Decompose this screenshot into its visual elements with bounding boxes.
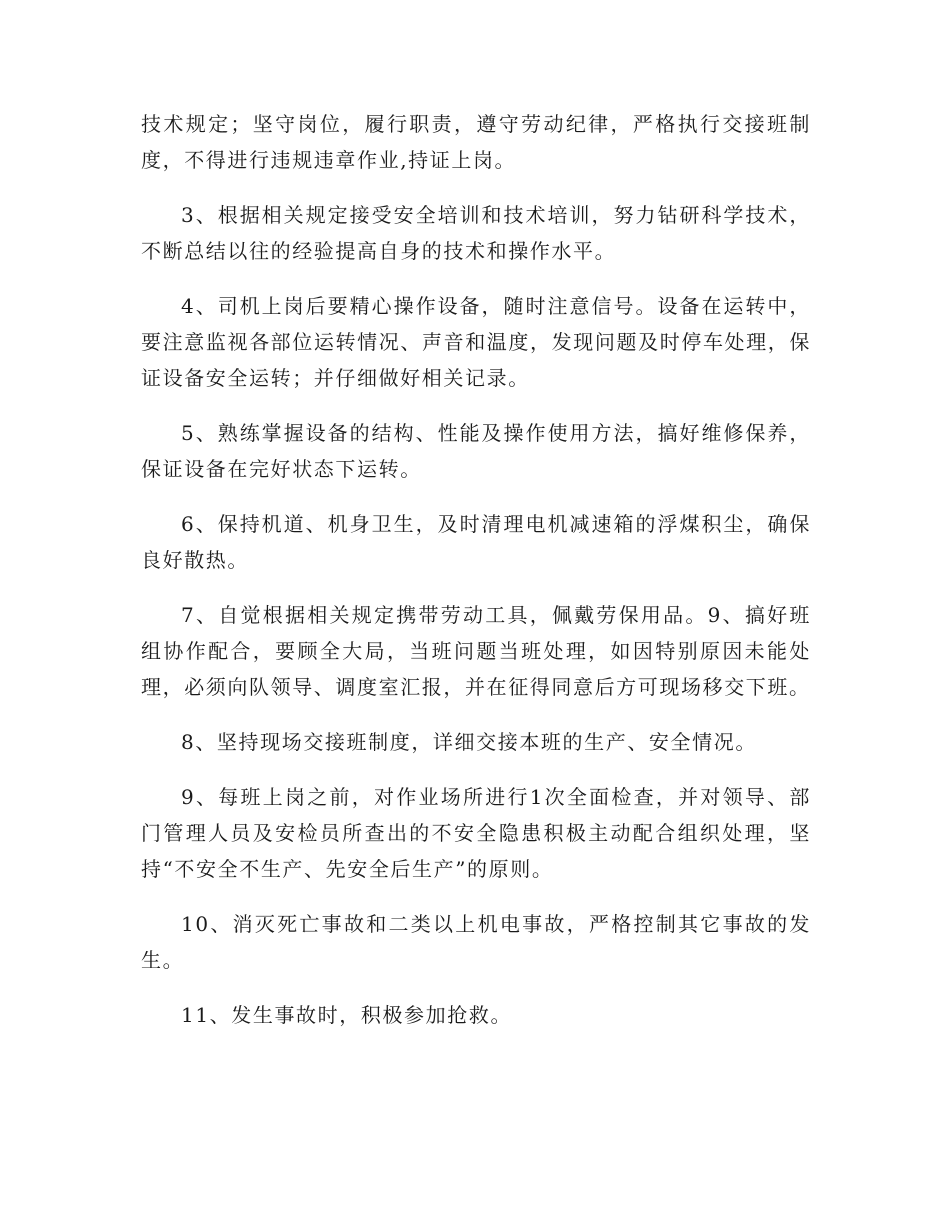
document-body (141, 106, 811, 1052)
paragraph-item-5: 5、熟练掌握设备的结构、性能及操作使用方法，搞好维修保养，保证设备在完好状态下运转。 (141, 421, 811, 481)
paragraph-item-11: 11、发生事故时，积极参加抢救。 (181, 1003, 513, 1027)
paragraph-item-9: 9、每班上岗之前，对作业场所进行1次全面检查，并对领导、部门管理人员及安检员所查出的不安全隐患积极主动配合组织处理，坚持“不安全不生产、先安全后生产”的原则。 (141, 785, 811, 881)
paragraph-item-7: 7、自觉根据相关规定携带劳动工具，佩戴劳保用品。9、搞好班组协作配合，要顾全大局，当班问题当班处理，如因特别原因未能处理，必须向队领导、调度室汇报，并在征得同意后方可现场移交下班。 (141, 603, 811, 699)
paragraph-item-6: 6、保持机道、机身卫生，及时清理电机减速箱的浮煤积尘，确保良好散热。 (141, 512, 811, 572)
paragraph-item-10: 10、消灭死亡事故和二类以上机电事故，严格控制其它事故的发生。 (141, 912, 811, 972)
paragraph-continuation: 技术规定；坚守岗位，履行职责，遵守劳动纪律，严格执行交接班制度，不得进行违规违章作业,持证上岗。 (141, 112, 811, 172)
paragraph-item-8: 8、坚持现场交接班制度，详细交接本班的生产、安全情况。 (181, 730, 757, 754)
paragraph-item-4: 4、司机上岗后要精心操作设备，随时注意信号。设备在运转中，要注意监视各部位运转情况、声音和温度，发现问题及时停车处理，保证设备安全运转；并仔细做好相关记录。 (141, 294, 811, 390)
paragraph-item-3: 3、根据相关规定接受安全培训和技术培训，努力钻研科学技术，不断总结以往的经验提高自身的技术和操作水平。 (141, 203, 811, 263)
